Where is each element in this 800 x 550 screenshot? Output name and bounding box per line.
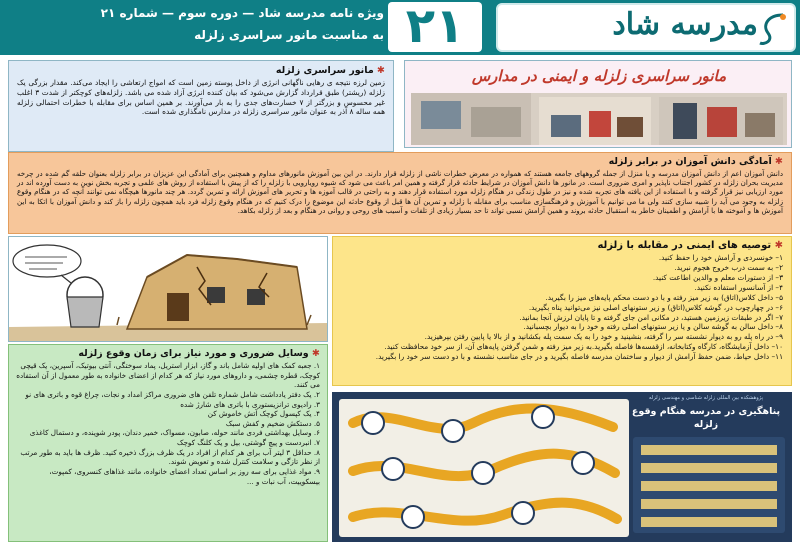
- supply-item: ۶. وسایل بهداشتی فردی مانند حوله، صابون، مسواک، خمیر دندان، پودر شوینده، و دستمال کاغذی: [29, 428, 320, 438]
- safety-tips-list: [341, 253, 783, 362]
- header-bar: [0, 0, 800, 55]
- star-bullet-icon: ✱: [373, 65, 385, 76]
- supplies-box: [8, 344, 328, 542]
- quake-intro-title: مانور سراسری زلزله: [275, 65, 374, 76]
- photo-caption: مانور سراسری زلزله و ایمنی در مدارس: [471, 67, 727, 85]
- supply-item: ۱. جعبه کمک های اولیه شامل باند و گاز، ابزار استریل، پماد سوختگی، آنتی بیوتیک، آسپرین، یک قیچی کوچک، قطره چشمی، و داروهای مورد نیاز که هر کدام از اعضای خانواده به طور معمول از آن استفاده می کنند.: [16, 361, 320, 390]
- safety-tips-heading: [341, 240, 783, 251]
- quake-intro-box: [8, 60, 394, 152]
- supply-item: ۲. یک دفتر یادداشت شامل شماره تلفن های ضروری مراکز امداد و نجات، چراغ قوه و باتری های نو: [25, 389, 320, 399]
- poster-title: پناهگیری در مدرسه هنگام وقوع زلزله: [631, 406, 781, 431]
- drill-photo-illustration: [411, 93, 787, 145]
- issue-line: ویژه نامه مدرسه شاد — دوره سوم — شماره ۲۱: [100, 6, 384, 20]
- supplies-heading: [16, 348, 320, 359]
- safety-tip-item: ۵– داخل کلاس(اتاق) به زیر میز رفته و با دو دست محکم پایه‌های میز را بگیرید.: [545, 292, 783, 302]
- star-bullet-icon: ✱: [771, 240, 783, 251]
- quake-intro-heading: [17, 65, 385, 76]
- issue-number: ۲۱: [405, 0, 465, 54]
- supply-item: ۷. انبردست و پیچ گوشتی، بیل و یک کلنگ کوچک: [177, 438, 320, 448]
- logo-swirl-icon: [758, 11, 788, 47]
- issue-number-box: [388, 2, 482, 52]
- poster-box: [332, 392, 792, 542]
- drill-photo-image: [411, 93, 787, 145]
- readiness-body: دانش آموزان اعم از دانش آموزان مدرسه و یا منزل از جمله گروههای جامعه هستند که همواره در معرض خطرات ناشی از زلزله قرار دارند. در این بین آموزش مانورهای مداوم و همچنین برای آمادگی این عزیزان در برابر زلزله بعنوان حلقه گم شده در چرخه مدیریت بحران زلزله در کشور اجتناب ناپذیر و امری ضروری است. در مانور ها دانش آموزان در شرایط حادثه قرار گرفته و همین امر باعث می شود که شیوه رویارویی با زلزله را که از پیش با استفاده از روش های علمی و تجربه بخش نوین به دست آورده اند در مورد ارزیابی نیز قرار گرفته و با استفاده از این یافته های تجربه شده و نیز در طول زندگی در هنگام زلزله مورد استفاده قرار دهند و به راحتی در قالب آموزه ها و تحریر های آموزش ارائه و تمرین گردد. هر چند مانورها هیچگاه نمی توانند آنچه که در هنگام وقوع زلزله به وجود می آید را شبیه سازی کنند ولی ما می توانیم با آموزش و فرهنگسازی مناسب برای مقابله با زلزله و تمرین آن ها قبل از وقوع حادثه این موضوع را درک کنیم که در هنگام وقوع زلزله فرد باید همچون زلزله را باز کند و دانش آموزان با اتکا به این آموزش ها و آموخته ها با آرامش و اطمینان خاطر به استقبال حادثه بروند و همین آرامش نسبی تواند تا حد بسیار زیادی از تلفات و آسیب های روحی و روانی در هنگام و بعد از زلزله بکاهد.: [17, 169, 783, 215]
- poster-organization: پژوهشکده بین المللی زلزله شناسی و مهندسی زلزله: [648, 395, 764, 401]
- safety-tip-item: ۹– در راه پله رو به دیوار نشسته سر را گرفته، بنشینید و خود را به یک سمت پله بکشانید و از بالا یا پایین رفتن بپرهیزید.: [424, 332, 783, 342]
- logo-box: [496, 3, 796, 52]
- safety-tip-item: ۴– از آسانسور استفاده نکنید.: [694, 282, 783, 292]
- supply-item: ۹. مواد غذایی برای سه روز بر اساس تعداد اعضای خانواده، مانند غذاهای کنسروی، کمپوت، بیسکوییت، آب نبات و ...: [49, 467, 320, 486]
- safety-tips-title: توصیه های ایمنی در مقابله با زلزله: [597, 240, 772, 251]
- supplies-list: [16, 361, 320, 486]
- readiness-box: [8, 152, 792, 234]
- safety-tip-item: ۶– در چهارچوب در، گوشه کلاس(اتاق) و زیر ستونهای اصلی نیز می‌توانید پناه بگیرید.: [528, 302, 783, 312]
- readiness-heading: [17, 156, 783, 167]
- quake-intro-body: زمین لرزه نتیجه ی رهایی ناگهانی انرژی از داخل پوسته زمین است که امواج ارتعاشی را ایجاد می‌کند. مقدار بزرگی یک زلزله (ریشتر) طبق قرارداد گزارش می‌شود که بیان کننده انرژی آزاد شده می باشد. زلزله‌های کوچکتر از شدت ۳ اغلب غیر محسوس و بزرگتر از ۷ خسارت‌های جدی را به بار می‌آورند. بر همین اساس برای مقابله با خطرات احتمالی زلزله همه ساله ۸ آذر به عنوان مانور سراسری زلزله در مدارس نامگذاری شده است.: [17, 78, 385, 117]
- supplies-title: وسایل ضروری و مورد نیاز برای زمان وقوع زلزله: [78, 348, 309, 359]
- safety-tip-item: ۷– اگر در طبقات زیرزمین هستید، در مکانی امن جای گرفته و تا پایان لرزش آنجا بمانید.: [519, 312, 783, 322]
- safety-tip-item: ۲– به سمت درب خروج هجوم نبرید.: [674, 262, 783, 272]
- supply-item: ۴. یک کپسول کوچک آتش خاموش کن: [207, 409, 320, 419]
- safety-tip-item: ۳– از دستورات معلم و والدین اطاعت کنید.: [652, 272, 783, 282]
- supply-item: ۵. دستکش ضخیم و کفش سبک: [225, 418, 320, 428]
- safety-tip-item: ۸– داخل سالن به گوشه سالن و یا زیر ستونهای اصلی رفته و خود را به دیوار بچسبانید.: [523, 322, 783, 332]
- readiness-title: آمادگی دانش آموزان در برابر زلزله: [608, 156, 772, 167]
- issue-subtitle: به مناسبت مانور سراسری زلزله: [194, 28, 384, 42]
- photo-box: [404, 60, 792, 148]
- star-bullet-icon: ✱: [771, 156, 783, 167]
- supply-item: ۳. رادیوی ترانزیستوری با باتری های شارژ شده: [180, 399, 320, 409]
- earthquake-cartoon-image: [8, 237, 327, 342]
- safety-tip-item: ۱– خونسردی و آرامش خود را حفظ کنید.: [658, 253, 783, 262]
- supply-item: ۸. حداقل ۳ لیتر آب برای هر کدام از افراد در یک ظرف بزرگ ذخیره کنید. ظرف ها باید به طور مرتب از نظر تازگی و سلامت کنترل شده و تعویض شوند.: [20, 447, 320, 467]
- safety-tip-item: ۱۱– داخل حیاط، ضمن حفظ آرامش از دیوار و ساختمان مدرسه فاصله بگیرید و در جای مناسب نشسته و با دو دست سر خود را بگیرید.: [375, 352, 783, 362]
- star-bullet-icon: ✱: [308, 348, 320, 359]
- safety-tips-box: [332, 236, 792, 386]
- cartoon-box: [8, 236, 328, 342]
- safety-tip-item: ۱۰– داخل آزمایشگاه، کارگاه وکتابخانه، ازقفسه‌ها فاصله بگیرید.به زیر میز رفته و شمن گرفتن پایه‌های آن، از سر خود محافظت کنید.: [384, 342, 783, 352]
- logo-title: مدرسه شاد: [612, 7, 758, 42]
